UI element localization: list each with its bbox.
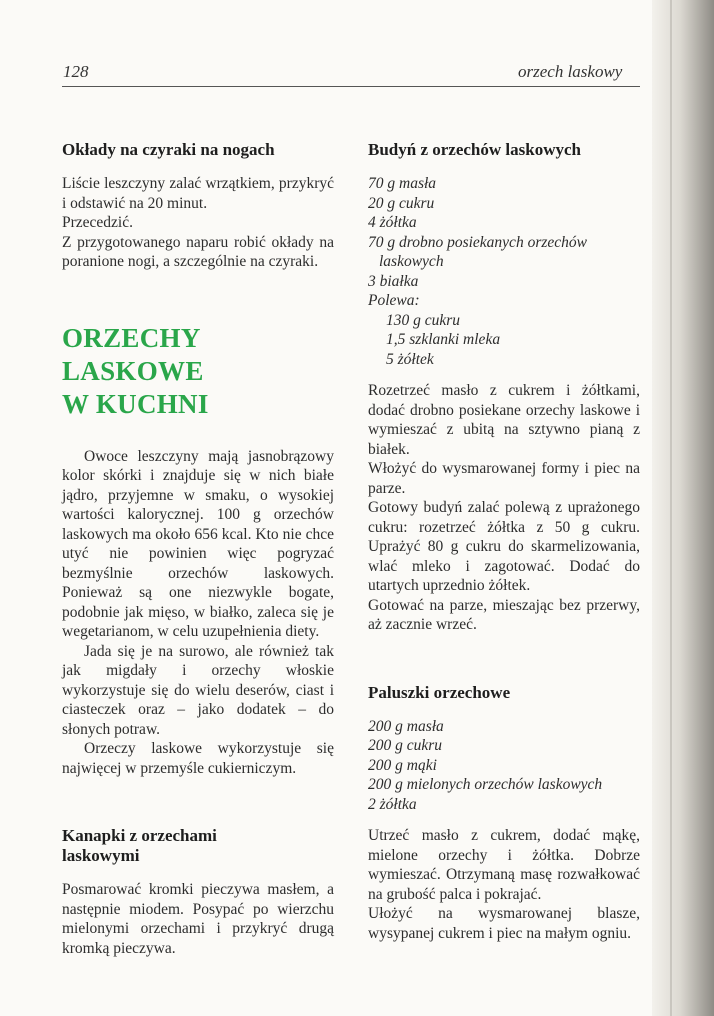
left-column [62,140,334,958]
budyn-paragraph-4: Gotować na parze, mieszając bez przerwy, aż zacznie wrzeć. [368,596,640,633]
chapter-title-line-1: ORZECHY LASKOWE [62,322,204,386]
paluszki-paragraph-2: Ułożyć na wysmarowanej blasze, wysypanej cukrem i piec na małym ogniu. [368,905,640,942]
ingredient-item: 200 g mielonych orzechów laskowych [368,776,603,793]
section-title-paluszki: Paluszki orzechowe [368,682,511,702]
section-title-kanapki-line-1: Kanapki z orzechami [62,826,217,845]
ingredient-item: 200 g mąki [368,756,437,774]
section-budyn [368,140,640,635]
paluszki-paragraph-1: Utrzeć masło z cukrem, dodać mąkę, mielone orzechy i żółtka. Dobrze wymieszać. Otrzymaną masę rozwałkować na grubość palca i pokrajać. [368,827,640,903]
ingredient-item: 70 g drobno posiekanych orzechów laskowych [368,233,587,270]
glaze-item: 5 żółtek [386,350,434,368]
section-title-kanapki-line-2: laskowymi [62,846,140,865]
page-number: 128 [63,62,89,81]
section-paluszki [368,683,640,944]
kuchnia-paragraph-1: Owoce leszczyny mają jasnobrązowy kolor skórki i znajduje się w nich białe jądro, przyjemne w smaku, o wysokiej wartości kalorycznej. 100 g orzechów laskowych ma około 656 kcal. Kto nie chce utyć nie powinien więc pogryzać bezmyślnie orzechów laskowych. Ponieważ są one niezwykle bogate, podobnie jak mięso, w białko, zaleca się je wegetarianom, w celu uzupełnienia diety. [62,447,334,640]
ingredient-item: 2 żółtka [368,795,417,813]
ingredient-item: 200 g masła [368,717,444,735]
budyn-paragraph-2: Włożyć do wysmarowanej formy i piec na parze. [368,460,640,497]
oklady-paragraph-2: Przecedzić. [62,214,133,231]
section-title-oklady: Okłady na czyraki na nogach [62,140,275,159]
oklady-paragraph-1: Liście leszczyny zalać wrzątkiem, przykryć i odstawić na 20 minut. [62,175,334,212]
kanapki-paragraph: Posmarować kromki pieczywa masłem, a następnie miodem. Posypać po wierzchu mielonymi orzechami i przykryć drugą kromką pieczywa. [62,881,334,957]
glaze-item: 130 g cukru [386,311,461,329]
glaze-item: 1,5 szklanki mleka [386,331,501,348]
right-column [368,140,640,943]
oklady-paragraph-3: Z przygotowanego naparu robić okłady na poranione nogi, a szczególnie na czyraki. [62,233,334,270]
budyn-paragraph-1: Rozetrzeć masło z cukrem i żółtkami, dodać drobno posiekane orzechy laskowe i wymieszać z ubitą na sztywno pianą z białek. [368,382,640,458]
ingredient-item: 70 g masła [368,175,437,192]
ingredient-item: 4 żółtka [368,214,417,231]
ingredient-item: 20 g cukru [368,194,435,212]
section-kuchnia [62,322,334,779]
paluszki-ingredient-list [368,717,640,815]
chapter-title-line-2: W KUCHNI [62,388,209,419]
glaze-heading: Polewa: [368,292,420,309]
kuchnia-paragraph-3: Orzeczy laskowe wykorzystuje się najwięcej w przemyśle cukierniczym. [62,740,334,777]
header-rule [62,86,640,87]
kuchnia-paragraph-2: Jada się je na surowo, ale również tak jak migdały i orzechy włoskie wykorzystuje się do wielu deserów, ciast i ciasteczek oraz – jako dodatek – do słonych potraw. [62,642,334,738]
ingredient-item: 3 białka [368,272,419,290]
running-title: orzech laskowy [518,62,623,81]
page-edge-shadow [652,0,714,1016]
budyn-paragraph-3: Gotowy budyń zalać polewą z uprażonego cukru: rozetrzeć żółtka z 50 g cukru. Uprażyć 80 g cukru do skarmelizowania, wlać mleko i zagotować. Dodać do utartych uprzednio żółtek. [368,499,640,594]
section-kanapki [62,826,334,958]
section-title-budyn: Budyń z orzechów laskowych [368,140,581,159]
section-oklady [62,140,334,272]
budyn-ingredient-list [368,174,640,369]
ingredient-item: 200 g cukru [368,737,443,754]
